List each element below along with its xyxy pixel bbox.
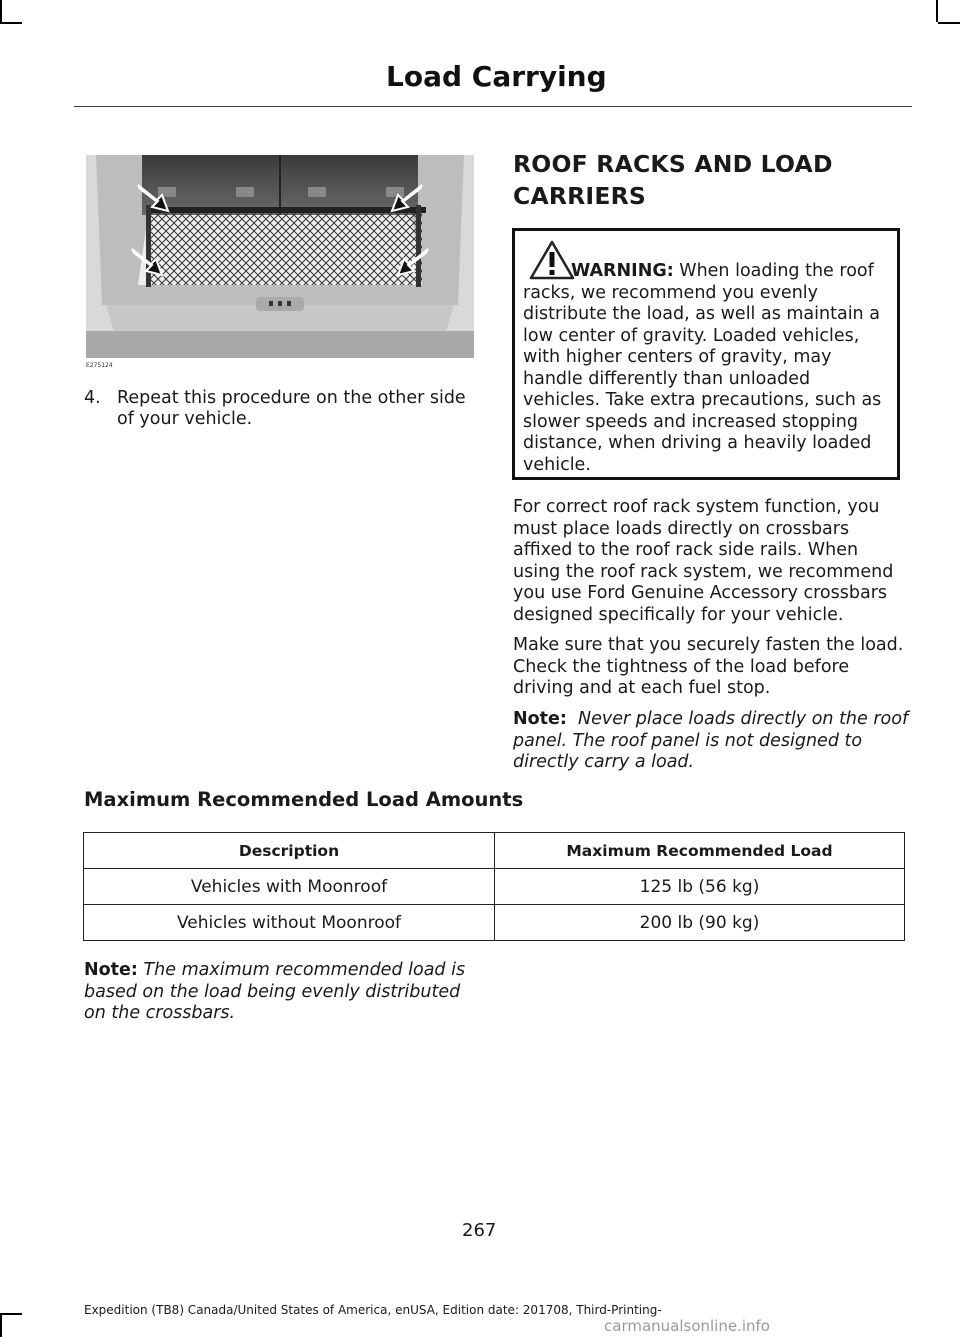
paragraph-crossbars: For correct roof rack system function, you must place loads directly on crossbars affixed to the roof rack side rails. When using the roof rack system, we recommend you use Ford Genuine Accessory crossbars designed specifically for your vehicle.: [513, 497, 894, 625]
crop-mark: [0, 22, 22, 24]
crop-mark: [936, 0, 938, 22]
table-cell: Vehicles with Moonroof: [84, 869, 495, 905]
table-cell: Vehicles without Moonroof: [84, 905, 495, 941]
step-text: Repeat this procedure on the other side of your vehicle.: [117, 388, 466, 429]
paragraph-fasten-load: Make sure that you securely fasten the load. Check the tightness of the load before driving and at each fuel stop.: [513, 635, 904, 698]
step-item: [84, 388, 480, 430]
figure-id: E275124: [86, 362, 113, 369]
section-title: ROOF RACKS AND LOAD CARRIERS: [513, 150, 833, 210]
note-label: Note:: [513, 709, 567, 729]
table-row: [84, 869, 905, 905]
page-title: Load Carrying: [386, 60, 607, 93]
load-table: [83, 832, 905, 941]
note-text: Never place loads directly on the roof panel. The roof panel is not designed to directly carry a load.: [513, 709, 909, 772]
table-cell: 200 lb (90 kg): [495, 905, 905, 941]
step-number: 4.: [84, 388, 101, 408]
crop-mark: [0, 1313, 22, 1315]
crop-mark: [938, 22, 960, 24]
warning-triangle-icon: [529, 239, 575, 281]
crop-mark: [0, 1315, 2, 1337]
warning-text: racks, we recommend you evenly distribute the load, as well as maintain a low center of gravity. Loaded vehicles, with higher centers of gravity, may handle differently than unloaded vehicles. Take extra precautions, such as slower speeds and increased stopping distance, when driving a heavily loaded vehicle.: [523, 282, 882, 475]
table-title: Maximum Recommended Load Amounts: [84, 788, 524, 811]
table-header-row: [84, 833, 905, 869]
note-max-load: [84, 960, 484, 1025]
note-roof-panel: [513, 709, 909, 774]
cargo-net-illustration: [86, 155, 474, 358]
note-label: Note:: [84, 960, 138, 980]
column-header: Maximum Recommended Load: [495, 833, 905, 869]
table-cell: 125 lb (56 kg): [495, 869, 905, 905]
header-divider: [74, 106, 912, 107]
note-text: The maximum recommended load is based on the load being evenly distributed on the crossbars.: [84, 960, 466, 1023]
warning-box: [512, 228, 900, 480]
crop-mark: [0, 0, 2, 22]
warning-text-lead: When loading the roof: [673, 261, 874, 281]
footer-text: Expedition (TB8) Canada/United States of America, enUSA, Edition date: 201708, Third-Printing-: [84, 1303, 662, 1317]
watermark: carmanualsonline.info: [604, 1317, 770, 1335]
page-number: 267: [462, 1220, 497, 1241]
table-row: [84, 905, 905, 941]
warning-label: WARNING:: [571, 261, 674, 281]
column-header: Description: [84, 833, 495, 869]
